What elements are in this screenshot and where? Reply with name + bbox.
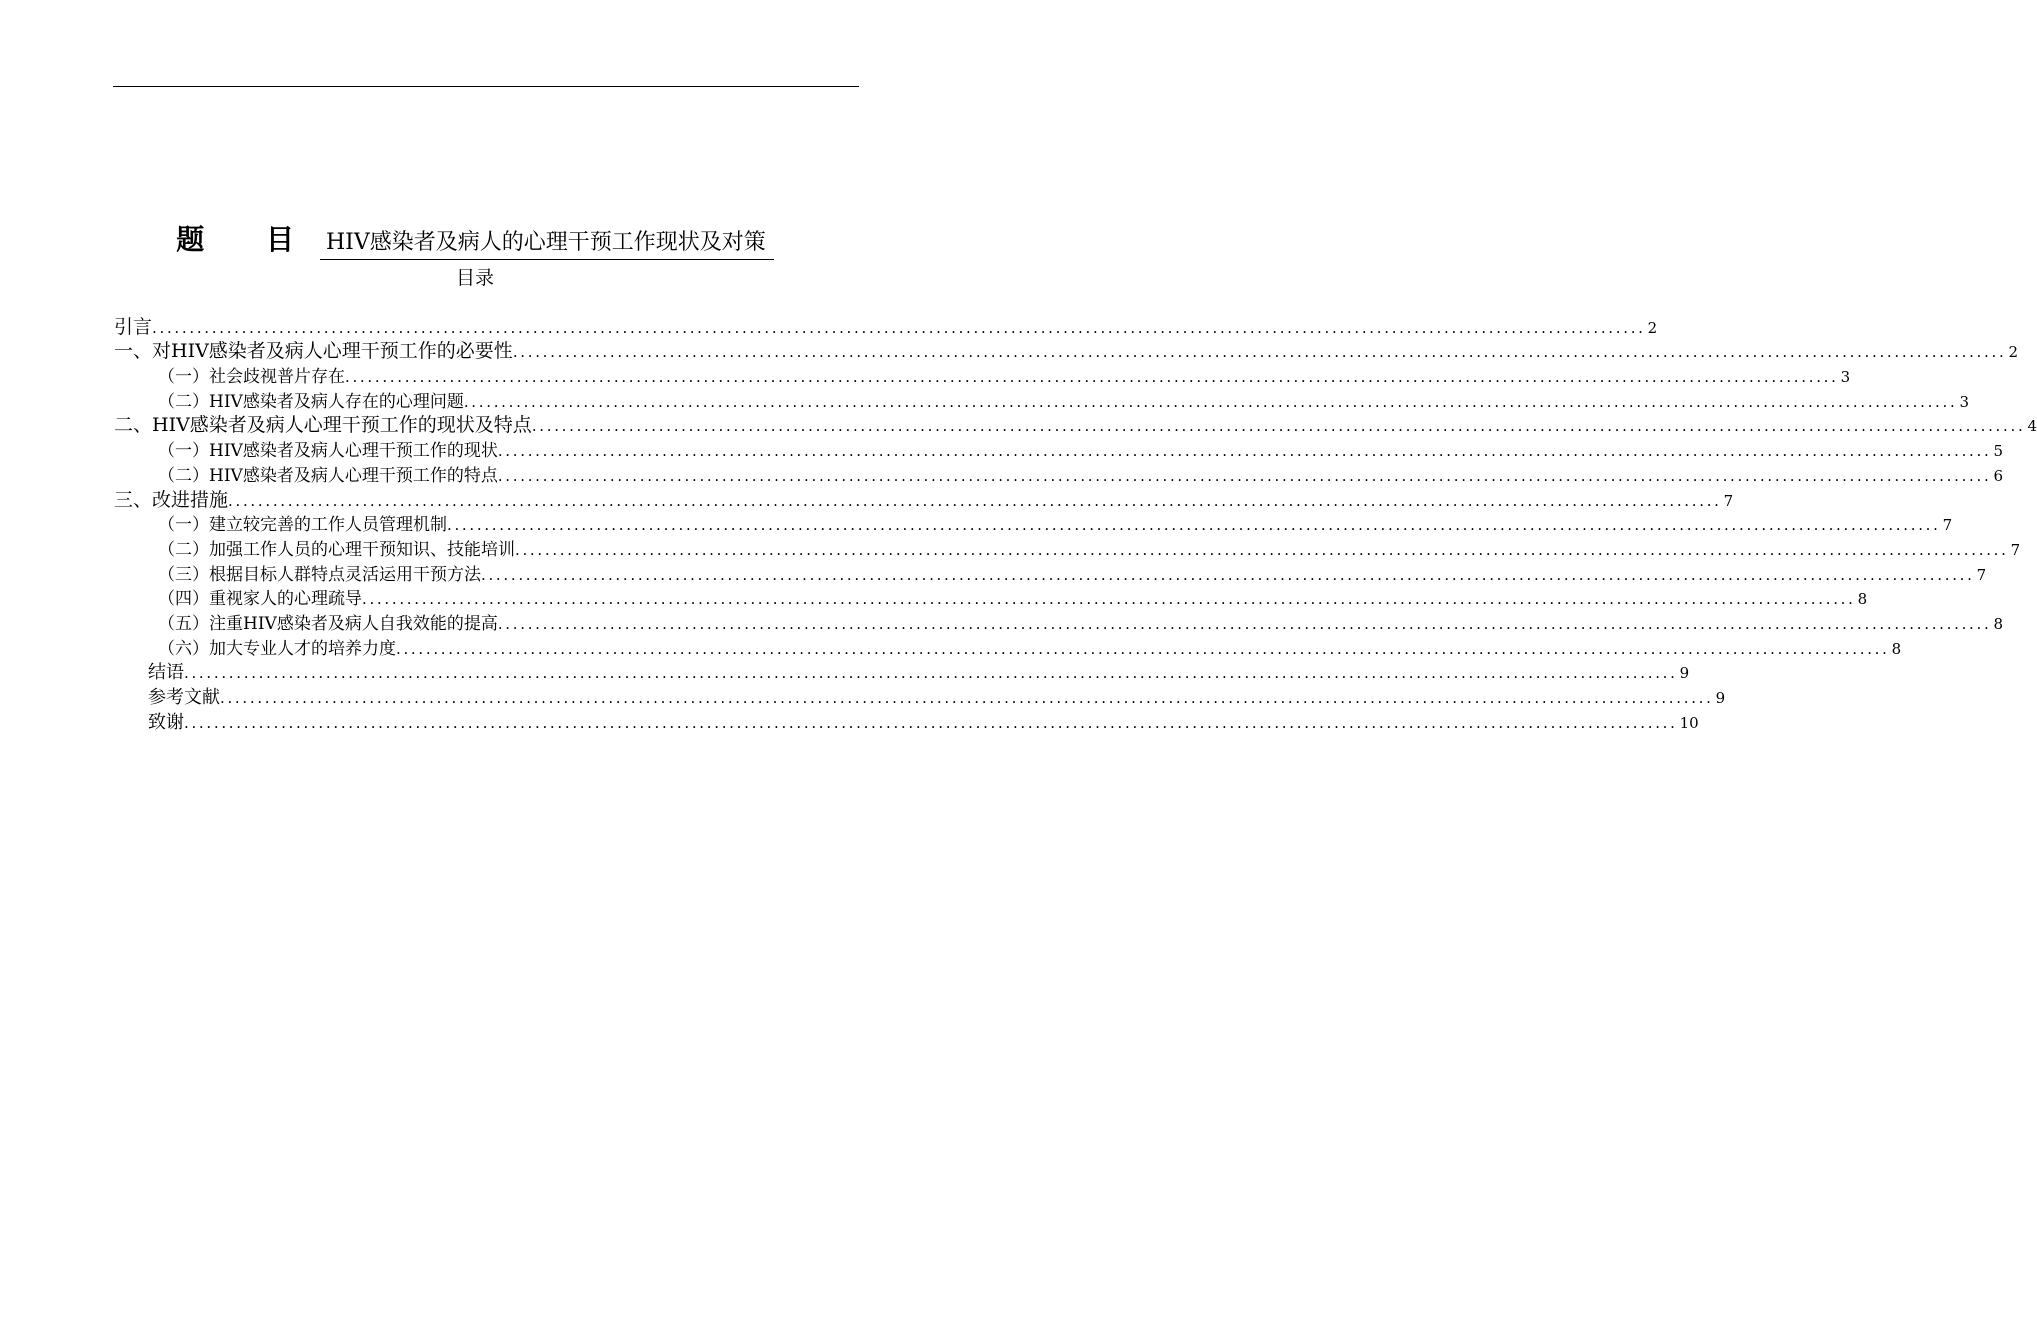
toc-entry-label: （二）加强工作人员的心理干预知识、技能培训 — [158, 539, 515, 560]
toc-entry-page: 8 — [1891, 639, 1902, 658]
toc-entry[interactable] — [114, 535, 2021, 560]
toc-entry-page: 4 — [2027, 417, 2037, 436]
toc-dot-leader: ........................................................................................................................................................................................................ — [515, 540, 2009, 559]
thesis-title: HIV感染者及病人的心理干预工作现状及对策 — [320, 227, 774, 260]
toc-entry-page: 7 — [1723, 491, 1734, 510]
toc-entry-label: 二、HIV感染者及病人心理干预工作的现状及特点 — [114, 414, 532, 437]
toc-dot-leader: ........................................................................................................................................................................................................ — [447, 516, 1941, 535]
toc-entry-page: 2 — [1647, 318, 1658, 337]
toc-entry-page: 3 — [1959, 392, 1969, 411]
toc-dot-leader: ........................................................................................................................................................................................................ — [396, 639, 1890, 658]
toc-entry[interactable] — [114, 436, 2003, 462]
toc-entry-label: 结语 — [148, 662, 184, 684]
toc-entry[interactable] — [114, 511, 1953, 536]
toc-entry-page: 5 — [1993, 442, 2003, 461]
toc-entry-page: 7 — [1942, 516, 1953, 535]
toc-entry-page: 7 — [2010, 540, 2021, 559]
toc-entry-page: 9 — [1715, 689, 1726, 707]
toc-entry[interactable] — [114, 486, 1734, 511]
toc-entry[interactable] — [114, 387, 1969, 412]
toc-entry-label: （三）根据目标人群特点灵活运用干预方法 — [158, 564, 481, 585]
toc-entry[interactable] — [114, 560, 1987, 585]
toc-entry[interactable] — [114, 683, 1726, 708]
toc-entry-label: （二）HIV感染者及病人存在的心理问题 — [158, 391, 464, 412]
toc-entry-label: （一）HIV感染者及病人心理干预工作的现状 — [158, 441, 498, 462]
toc-entry[interactable] — [114, 609, 2003, 634]
toc-entry[interactable] — [114, 634, 1902, 659]
toc-entry-label: （四）重视家人的心理疏导 — [158, 589, 362, 610]
toc-entry-label: 三、改进措施 — [114, 488, 229, 511]
title-label: 题 目 — [176, 223, 320, 256]
toc-dot-leader: ........................................................................................................................................................................................................ — [497, 614, 1992, 633]
toc-entry-page: 7 — [1976, 565, 1987, 584]
toc-entry[interactable] — [114, 585, 1868, 610]
toc-entry-label: （六）加大专业人才的培养力度 — [158, 638, 396, 659]
toc-dot-leader: ........................................................................................................................................................................................................ — [220, 689, 1714, 707]
toc-dot-leader: ........................................................................................................................................................................................................ — [228, 491, 1722, 510]
toc-entry-page: 3 — [1840, 368, 1851, 387]
toc-dot-leader: ........................................................................................................................................................................................................ — [184, 713, 1678, 732]
toc-dot-leader: ........................................................................................................................................................................................................ — [531, 417, 2026, 436]
toc-entry[interactable] — [114, 659, 1690, 684]
toc-dot-leader: ........................................................................................................................................................................................................ — [152, 318, 1646, 337]
toc-entry[interactable] — [114, 708, 1699, 733]
toc-entry-page: 10 — [1679, 713, 1699, 732]
toc-entry[interactable] — [114, 313, 1658, 338]
toc-dot-leader: ........................................................................................................................................................................................................ — [345, 368, 1839, 387]
toc-dot-leader: ........................................................................................................................................................................................................ — [184, 664, 1678, 683]
toc-dot-leader: ........................................................................................................................................................................................................ — [497, 442, 1992, 461]
toc-entry-label: 一、对HIV感染者及病人心理干预工作的必要性 — [114, 340, 513, 363]
toc-dot-leader: ........................................................................................................................................................................................................ — [497, 466, 1992, 485]
toc-entry-label: （五）注重HIV感染者及病人自我效能的提高 — [158, 613, 498, 634]
toc-entry-label: （二）HIV感染者及病人心理干预工作的特点 — [158, 465, 498, 486]
toc-dot-leader: ........................................................................................................................................................................................................ — [362, 590, 1856, 609]
toc-entry-label: 致谢 — [148, 711, 184, 733]
title-row — [0, 218, 950, 260]
toc-entry-label: （一）社会歧视普片存在 — [158, 367, 345, 388]
toc-entry-page: 2 — [2008, 343, 2018, 362]
toc-heading: 目录 — [455, 267, 494, 289]
toc-dot-leader: ........................................................................................................................................................................................................ — [512, 343, 2007, 362]
toc-entry-page: 8 — [1857, 590, 1868, 609]
table-of-contents — [114, 313, 2037, 733]
header-rule — [113, 86, 859, 87]
toc-dot-leader: ........................................................................................................................................................................................................ — [481, 565, 1975, 584]
toc-entry-label: 引言 — [114, 315, 153, 338]
toc-dot-leader: ........................................................................................................................................................................................................ — [463, 392, 1958, 411]
toc-entry[interactable] — [114, 338, 2018, 363]
toc-entry[interactable] — [114, 461, 2003, 486]
toc-entry[interactable] — [114, 362, 1851, 388]
toc-entry-page: 9 — [1679, 664, 1690, 683]
toc-entry-label: （一）建立较完善的工作人员管理机制 — [158, 515, 447, 536]
toc-entry-page: 8 — [1993, 614, 2003, 633]
toc-entry[interactable] — [114, 412, 2037, 437]
toc-entry-label: 参考文献 — [148, 687, 220, 708]
toc-entry-page: 6 — [1993, 466, 2003, 485]
